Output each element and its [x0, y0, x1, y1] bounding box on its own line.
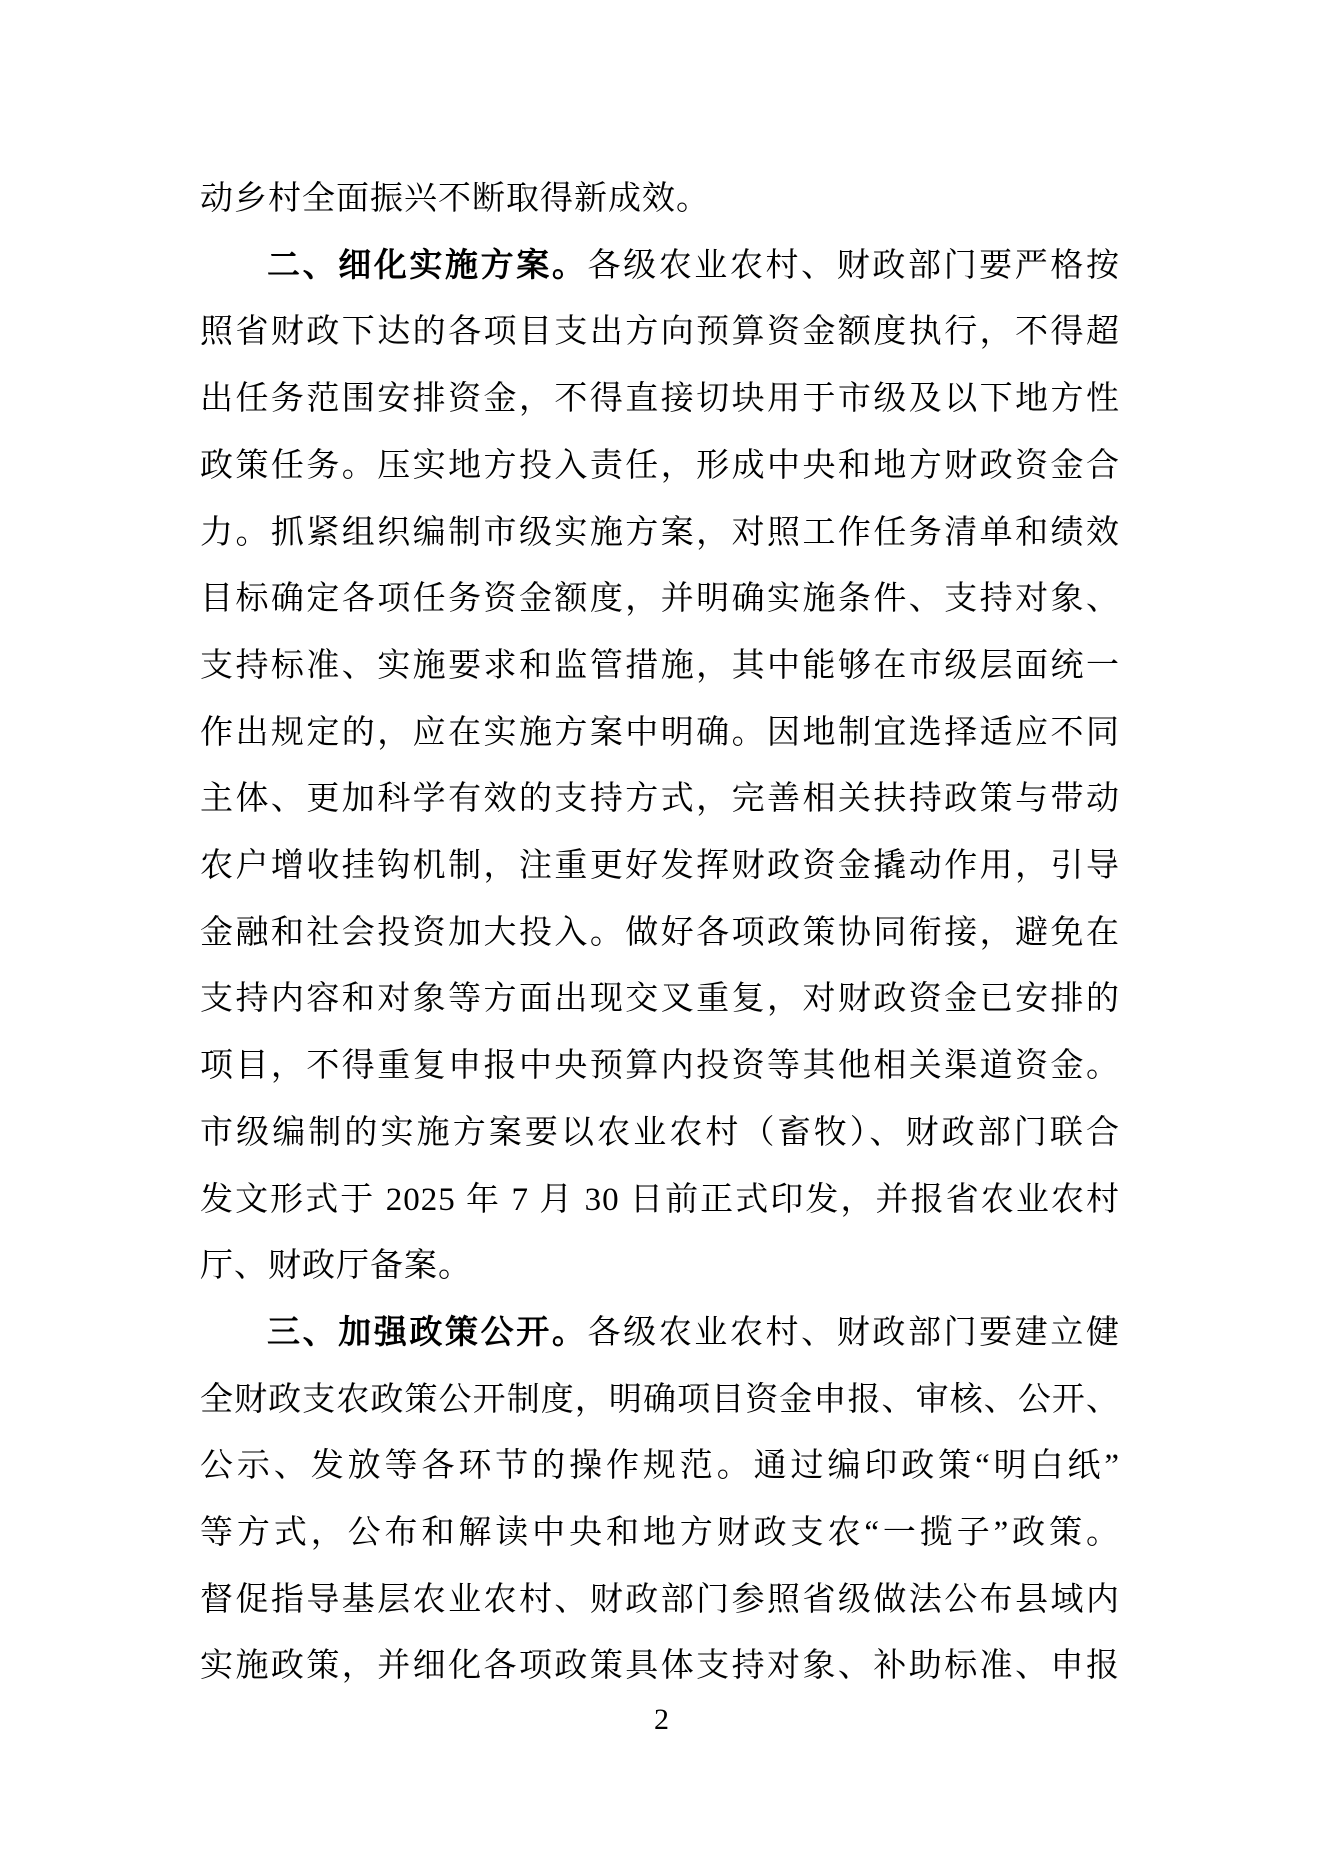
body-line: 出任务范围安排资金，不得直接切块用于市级及以下地方性	[200, 381, 1120, 418]
document-body	[200, 166, 1120, 1700]
body-line: 支持标准、实施要求和监管措施，其中能够在市级层面统一	[200, 647, 1120, 684]
body-line: 主体、更加科学有效的支持方式，完善相关扶持政策与带动	[200, 781, 1120, 818]
body-line: 力。抓紧组织编制市级实施方案，对照工作任务清单和绩效	[200, 514, 1120, 551]
body-line-text: 各级农业农村、财政部门要严格按	[587, 247, 1121, 284]
body-line: 农户增收挂钩机制，注重更好发挥财政资金撬动作用，引导	[200, 848, 1120, 885]
body-line	[200, 233, 1120, 300]
body-line: 督促指导基层农业农村、财政部门参照省级做法公布县域内	[200, 1581, 1120, 1618]
body-line: 发文形式于 2025 年 7 月 30 日前正式印发，并报省农业农村	[200, 1181, 1120, 1218]
body-line: 项目，不得重复申报中央预算内投资等其他相关渠道资金。	[200, 1048, 1120, 1085]
body-line: 作出规定的，应在实施方案中明确。因地制宜选择适应不同	[200, 714, 1120, 751]
body-line: 政策任务。压实地方投入责任，形成中央和地方财政资金合	[200, 447, 1120, 484]
body-line: 目标确定各项任务资金额度，并明确实施条件、支持对象、	[200, 581, 1120, 618]
page-footer	[0, 1700, 1323, 1740]
body-line	[200, 1300, 1120, 1367]
body-line: 公示、发放等各环节的操作规范。通过编印政策“明白纸”	[200, 1448, 1120, 1485]
body-line: 照省财政下达的各项目支出方向预算资金额度执行，不得超	[200, 314, 1120, 351]
page-number: 2	[654, 1703, 669, 1736]
body-line: 支持内容和对象等方面出现交叉重复，对财政资金已安排的	[200, 981, 1120, 1018]
body-line: 金融和社会投资加大投入。做好各项政策协同衔接，避免在	[200, 914, 1120, 951]
body-line: 厅、财政厅备案。	[200, 1248, 472, 1285]
body-line: 市级编制的实施方案要以农业农村（畜牧）、财政部门联合	[200, 1114, 1120, 1151]
body-line-text: 各级农业农村、财政部门要建立健	[587, 1314, 1121, 1351]
section-heading: 三、加强政策公开。	[267, 1314, 588, 1351]
body-line: 实施政策，并细化各项政策具体支持对象、补助标准、申报	[200, 1648, 1120, 1685]
section-heading: 二、细化实施方案。	[267, 247, 588, 284]
body-line: 动乡村全面振兴不断取得新成效。	[200, 181, 710, 217]
body-line: 全财政支农政策公开制度，明确项目资金申报、审核、公开、	[200, 1381, 1120, 1418]
body-line: 等方式，公布和解读中央和地方财政支农“一揽子”政策。	[200, 1515, 1120, 1552]
